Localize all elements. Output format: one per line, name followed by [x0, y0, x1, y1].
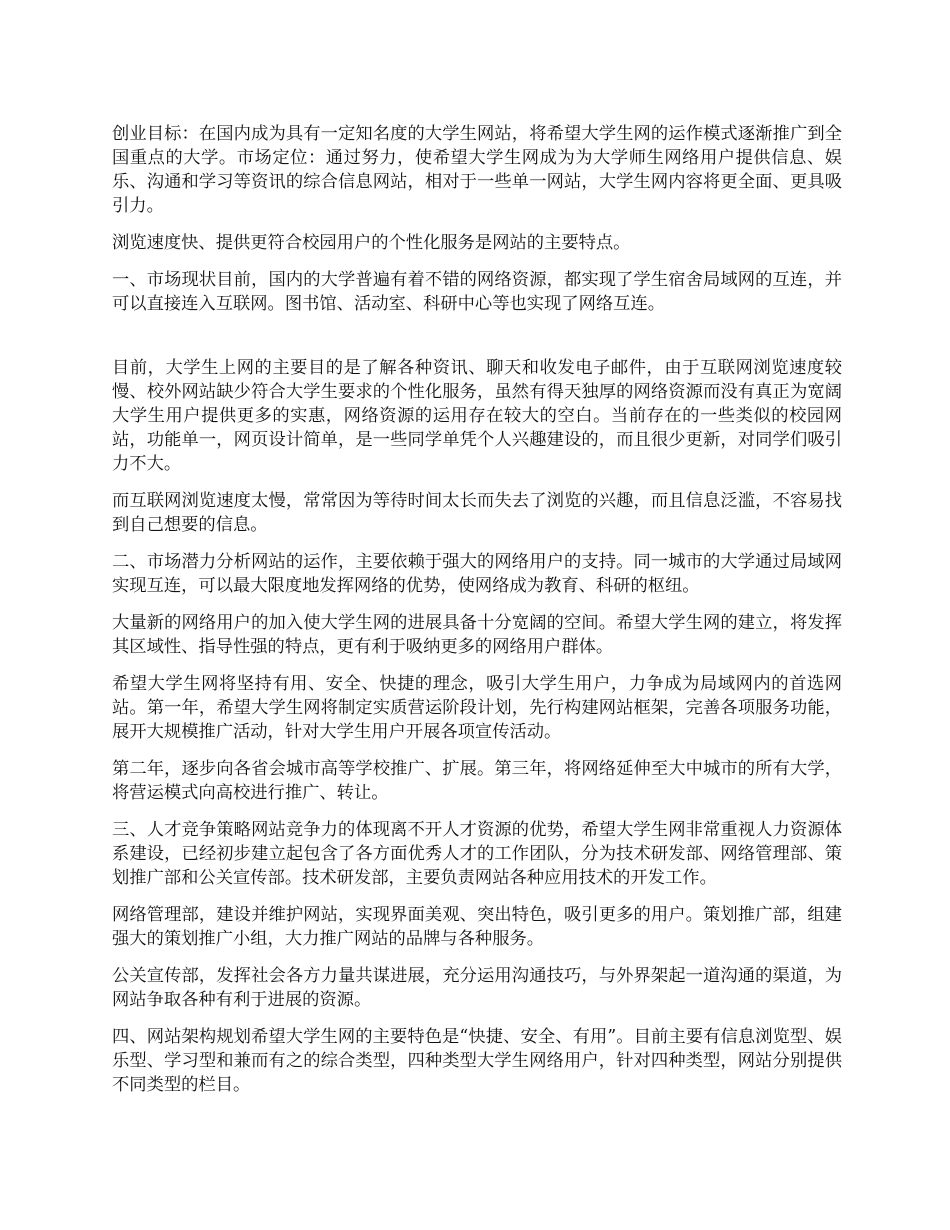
paragraph-first-year-plan: 希望大学生网将坚持有用、安全、快捷的理念，吸引大学生用户，力争成为局域网内的首选网站。第一年，希望大学生网将制定实质营运阶段计划，先行构建网站框架，完善各项服务功能，展开大规模推广活动，针对大学生用户开展各项宣传活动。 — [112, 674, 842, 742]
paragraph-network-management: 网络管理部，建设并维护网站，实现界面美观、突出特色，吸引更多的用户。策划推广部，组建强大的策划推广小组，大力推广网站的品牌与各种服务。 — [112, 905, 842, 949]
document-body — [112, 122, 842, 1110]
paragraph-gap — [112, 329, 842, 356]
paragraph-browsing-speed: 而互联网浏览速度太慢，常常因为等待时间太长而失去了浏览的兴趣，而且信息泛滥，不容易找到自己想要的信息。 — [112, 491, 842, 535]
paragraph-goal-positioning: 创业目标：在国内成为具有一定知名度的大学生网站，将希望大学生网的运作模式逐渐推广到全国重点的大学。市场定位：通过努力，使希望大学生网成为为大学师生网络用户提供信息、娱乐、沟通和学习等资讯的综合信息网站，相对于一些单一网站，大学生网内容将更全面、更具吸引力。 — [112, 124, 842, 216]
paragraph-site-architecture: 四、网站架构规划希望大学生网的主要特色是“快捷、安全、有用”。目前主要有信息浏览型、娱乐型、学习型和兼而有之的综合类型，四种类型大学生网络用户，针对四种类型，网站分别提供不同类型的栏目。 — [112, 1027, 842, 1095]
paragraph-market-potential: 二、市场潜力分析网站的运作，主要依赖于强大的网络用户的支持。同一城市的大学通过局域网实现互连，可以最大限度地发挥网络的优势，使网络成为教育、科研的枢纽。 — [112, 552, 842, 596]
paragraph-public-relations: 公关宣传部，发挥社会各方力量共谋进展，充分运用沟通技巧，与外界架起一道沟通的渠道，为网站争取各种有利于进展的资源。 — [112, 966, 842, 1010]
paragraph-user-growth: 大量新的网络用户的加入使大学生网的进展具备十分宽阔的空间。希望大学生网的建立，将发挥其区域性、指导性强的特点，更有利于吸纳更多的网络用户群体。 — [112, 613, 842, 657]
paragraph-market-status: 一、市场现状目前，国内的大学普遍有着不错的网络资源，都实现了学生宿舍局域网的互连，并可以直接连入互联网。图书馆、活动室、科研中心等也实现了网络互连。 — [112, 270, 842, 314]
paragraph-features: 浏览速度快、提供更符合校园用户的个性化服务是网站的主要特点。 — [112, 233, 631, 253]
paragraph-current-usage: 目前，大学生上网的主要目的是了解各种资讯、聊天和收发电子邮件，由于互联网浏览速度较慢、校外网站缺少符合大学生要求的个性化服务，虽然有得天独厚的网络资源而没有真正为宽阔大学生用户提供更多的实惠，网络资源的运用存在较大的空白。当前存在的一些类似的校园网站，功能单一，网页设计简单，是一些同学单凭个人兴趣建设的，而且很少更新，对同学们吸引力不大。 — [112, 358, 842, 474]
paragraph-talent-strategy: 三、人才竞争策略网站竞争力的体现离不开人才资源的优势，希望大学生网非常重视人力资源体系建设，已经初步建立起包含了各方面优秀人才的工作团队，分为技术研发部、网络管理部、策划推广部和公关宣传部。技术研发部，主要负责网站各种应用技术的开发工作。 — [112, 820, 842, 888]
paragraph-later-years-plan: 第二年，逐步向各省会城市高等学校推广、扩展。第三年，将网络延伸至大中城市的所有大学，将营运模式向高校进行推广、转让。 — [112, 759, 842, 803]
